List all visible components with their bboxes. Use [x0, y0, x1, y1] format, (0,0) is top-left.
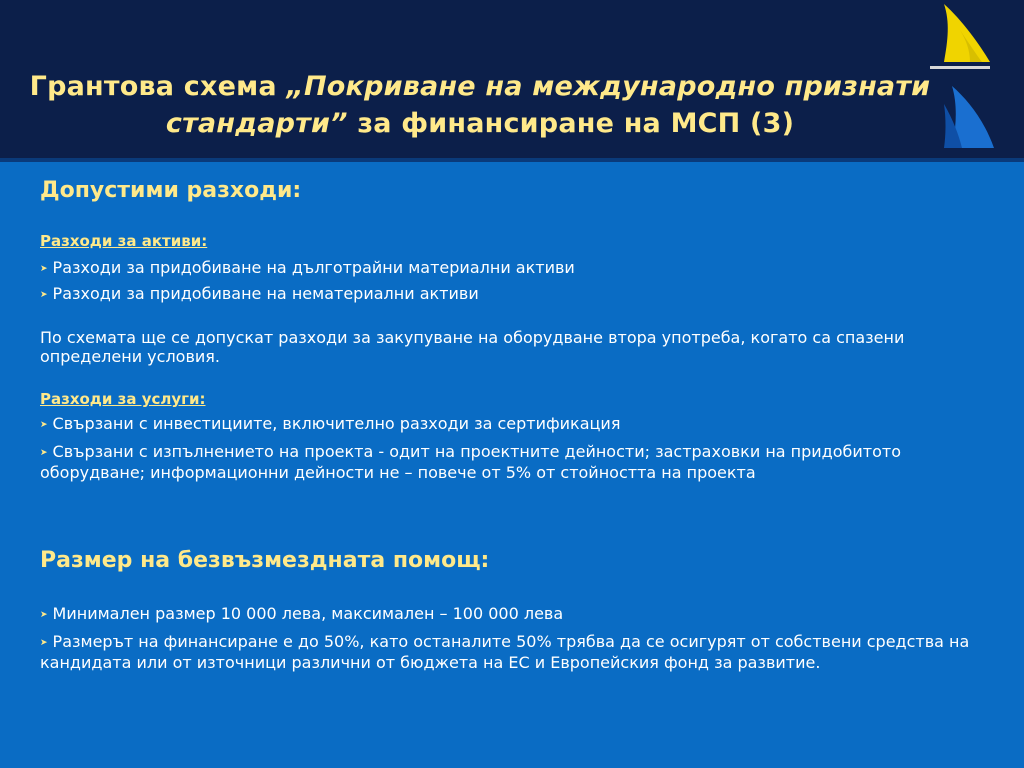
list-item: ➤ Разходи за придобиване на нематериални активи — [40, 284, 479, 303]
yellow-sail-icon — [944, 4, 990, 62]
list-item: ➤ Разходи за придобиване на дълготрайни материални активи — [40, 258, 575, 277]
list-item: ➤ Минимален размер 10 000 лева, максимален – 100 000 лева — [40, 604, 564, 623]
title-text-italic: „Покриване на международно признати стандарти” — [165, 71, 931, 139]
second-hand-note: По схемата ще се допускат разходи за закупуване на оборудване втора употреба, когато са спазени определени условия. — [40, 328, 905, 366]
services-title: Разходи за услуги: — [40, 390, 206, 408]
aid-heading: Размер на безвъзмездната помощ: — [40, 548, 490, 573]
title-text-1: Грантова схема — [29, 71, 287, 102]
eligible-heading: Допустими разходи: — [40, 178, 302, 203]
chevron-right-icon: ➤ — [40, 638, 48, 648]
header-divider — [0, 158, 1024, 162]
chevron-right-icon: ➤ — [40, 420, 48, 430]
list-item: ➤ Свързани с изпълнението на проекта - одит на проектните дейности; застраховки на придобитото оборудване; информационни дейности не – повече от 5% от стойността на проекта — [40, 442, 902, 482]
list-item: ➤ Свързани с инвестициите, включително разходи за сертификация — [40, 414, 621, 433]
sailboat-logo — [930, 0, 1010, 160]
slide-title — [0, 68, 960, 142]
assets-title: Разходи за активи: — [40, 232, 208, 250]
chevron-right-icon: ➤ — [40, 290, 48, 300]
hull-line — [930, 66, 990, 69]
list-item: ➤ Размерът на финансиране е до 50%, като останалите 50% трябва да се осигурят от собствени средства на кандидата или от източници различни от бюджета на ЕС и Европейския фонд за развитие. — [40, 632, 970, 672]
chevron-right-icon: ➤ — [40, 448, 48, 458]
chevron-right-icon: ➤ — [40, 264, 48, 274]
chevron-right-icon: ➤ — [40, 610, 48, 620]
title-text-2: за финансиране на МСП (3) — [347, 108, 795, 139]
